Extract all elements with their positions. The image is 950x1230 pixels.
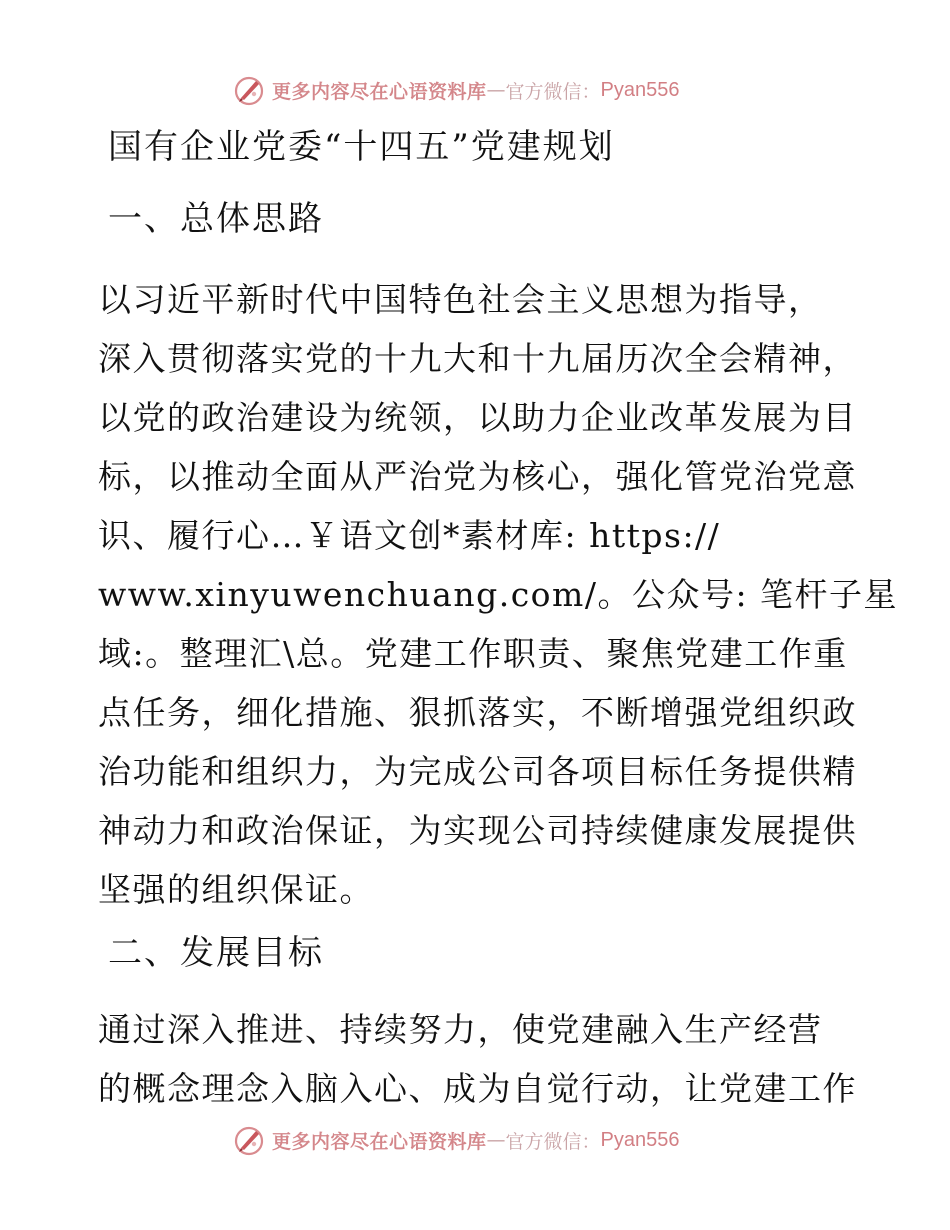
watermark-main-text: 更多内容尽在心语资料库	[272, 1130, 487, 1153]
paragraph-line: 点任务，细化措施、狠抓落实，不断增强党组织政	[98, 693, 857, 732]
watermark-sub-text: 官方微信：	[505, 1130, 601, 1153]
paragraph-line: 深入贯彻落实党的十九大和十九届历次全会精神，	[98, 339, 857, 378]
watermark-header	[232, 72, 680, 108]
watermark-separator: —	[486, 1129, 506, 1151]
watermark-main-text: 更多内容尽在心语资料库	[272, 80, 487, 103]
section-heading-development-goals: 二、发展目标	[108, 933, 324, 973]
watermark-sub-text: 官方微信：	[505, 80, 601, 103]
paragraph-line: 域:。整理汇\总。党建工作职责、聚焦党建工作重	[98, 634, 848, 673]
section-heading-overall-approach: 一、总体思路	[108, 199, 324, 239]
paragraph-line: 识、履行心…￥语文创*素材库: https://	[98, 516, 721, 555]
document-title: 国有企业党委“十四五”党建规划	[108, 127, 615, 167]
watermark-footer	[232, 1122, 680, 1158]
paragraph-line: 以党的政治建设为统领，以助力企业改革发展为目	[98, 398, 857, 437]
paragraph-line: www.xinyuwenchuang.com/。公众号: 笔杆子星	[98, 575, 899, 614]
quill-pen-logo-icon	[232, 1123, 266, 1157]
paragraph-line: 坚强的组织保证。	[98, 870, 374, 909]
paragraph-line: 治功能和组织力，为完成公司各项目标任务提供精	[98, 752, 857, 791]
paragraph-line: 通过深入推进、持续努力，使党建融入生产经营	[98, 1010, 823, 1049]
paragraph-line: 的概念理念入脑入心、成为自觉行动，让党建工作	[98, 1069, 857, 1108]
watermark-separator: —	[486, 79, 506, 101]
watermark-wechat-id: Pyan556	[600, 1128, 680, 1151]
watermark-wechat-id: Pyan556	[600, 78, 680, 101]
section-2-paragraph	[98, 1000, 858, 1118]
section-1-paragraph	[98, 270, 899, 919]
paragraph-line: 以习近平新时代中国特色社会主义思想为指导，	[98, 280, 823, 319]
paragraph-line: 神动力和政治保证，为实现公司持续健康发展提供	[98, 811, 857, 850]
quill-pen-logo-icon	[232, 73, 266, 107]
paragraph-line: 标，以推动全面从严治党为核心，强化管党治党意	[98, 457, 857, 496]
